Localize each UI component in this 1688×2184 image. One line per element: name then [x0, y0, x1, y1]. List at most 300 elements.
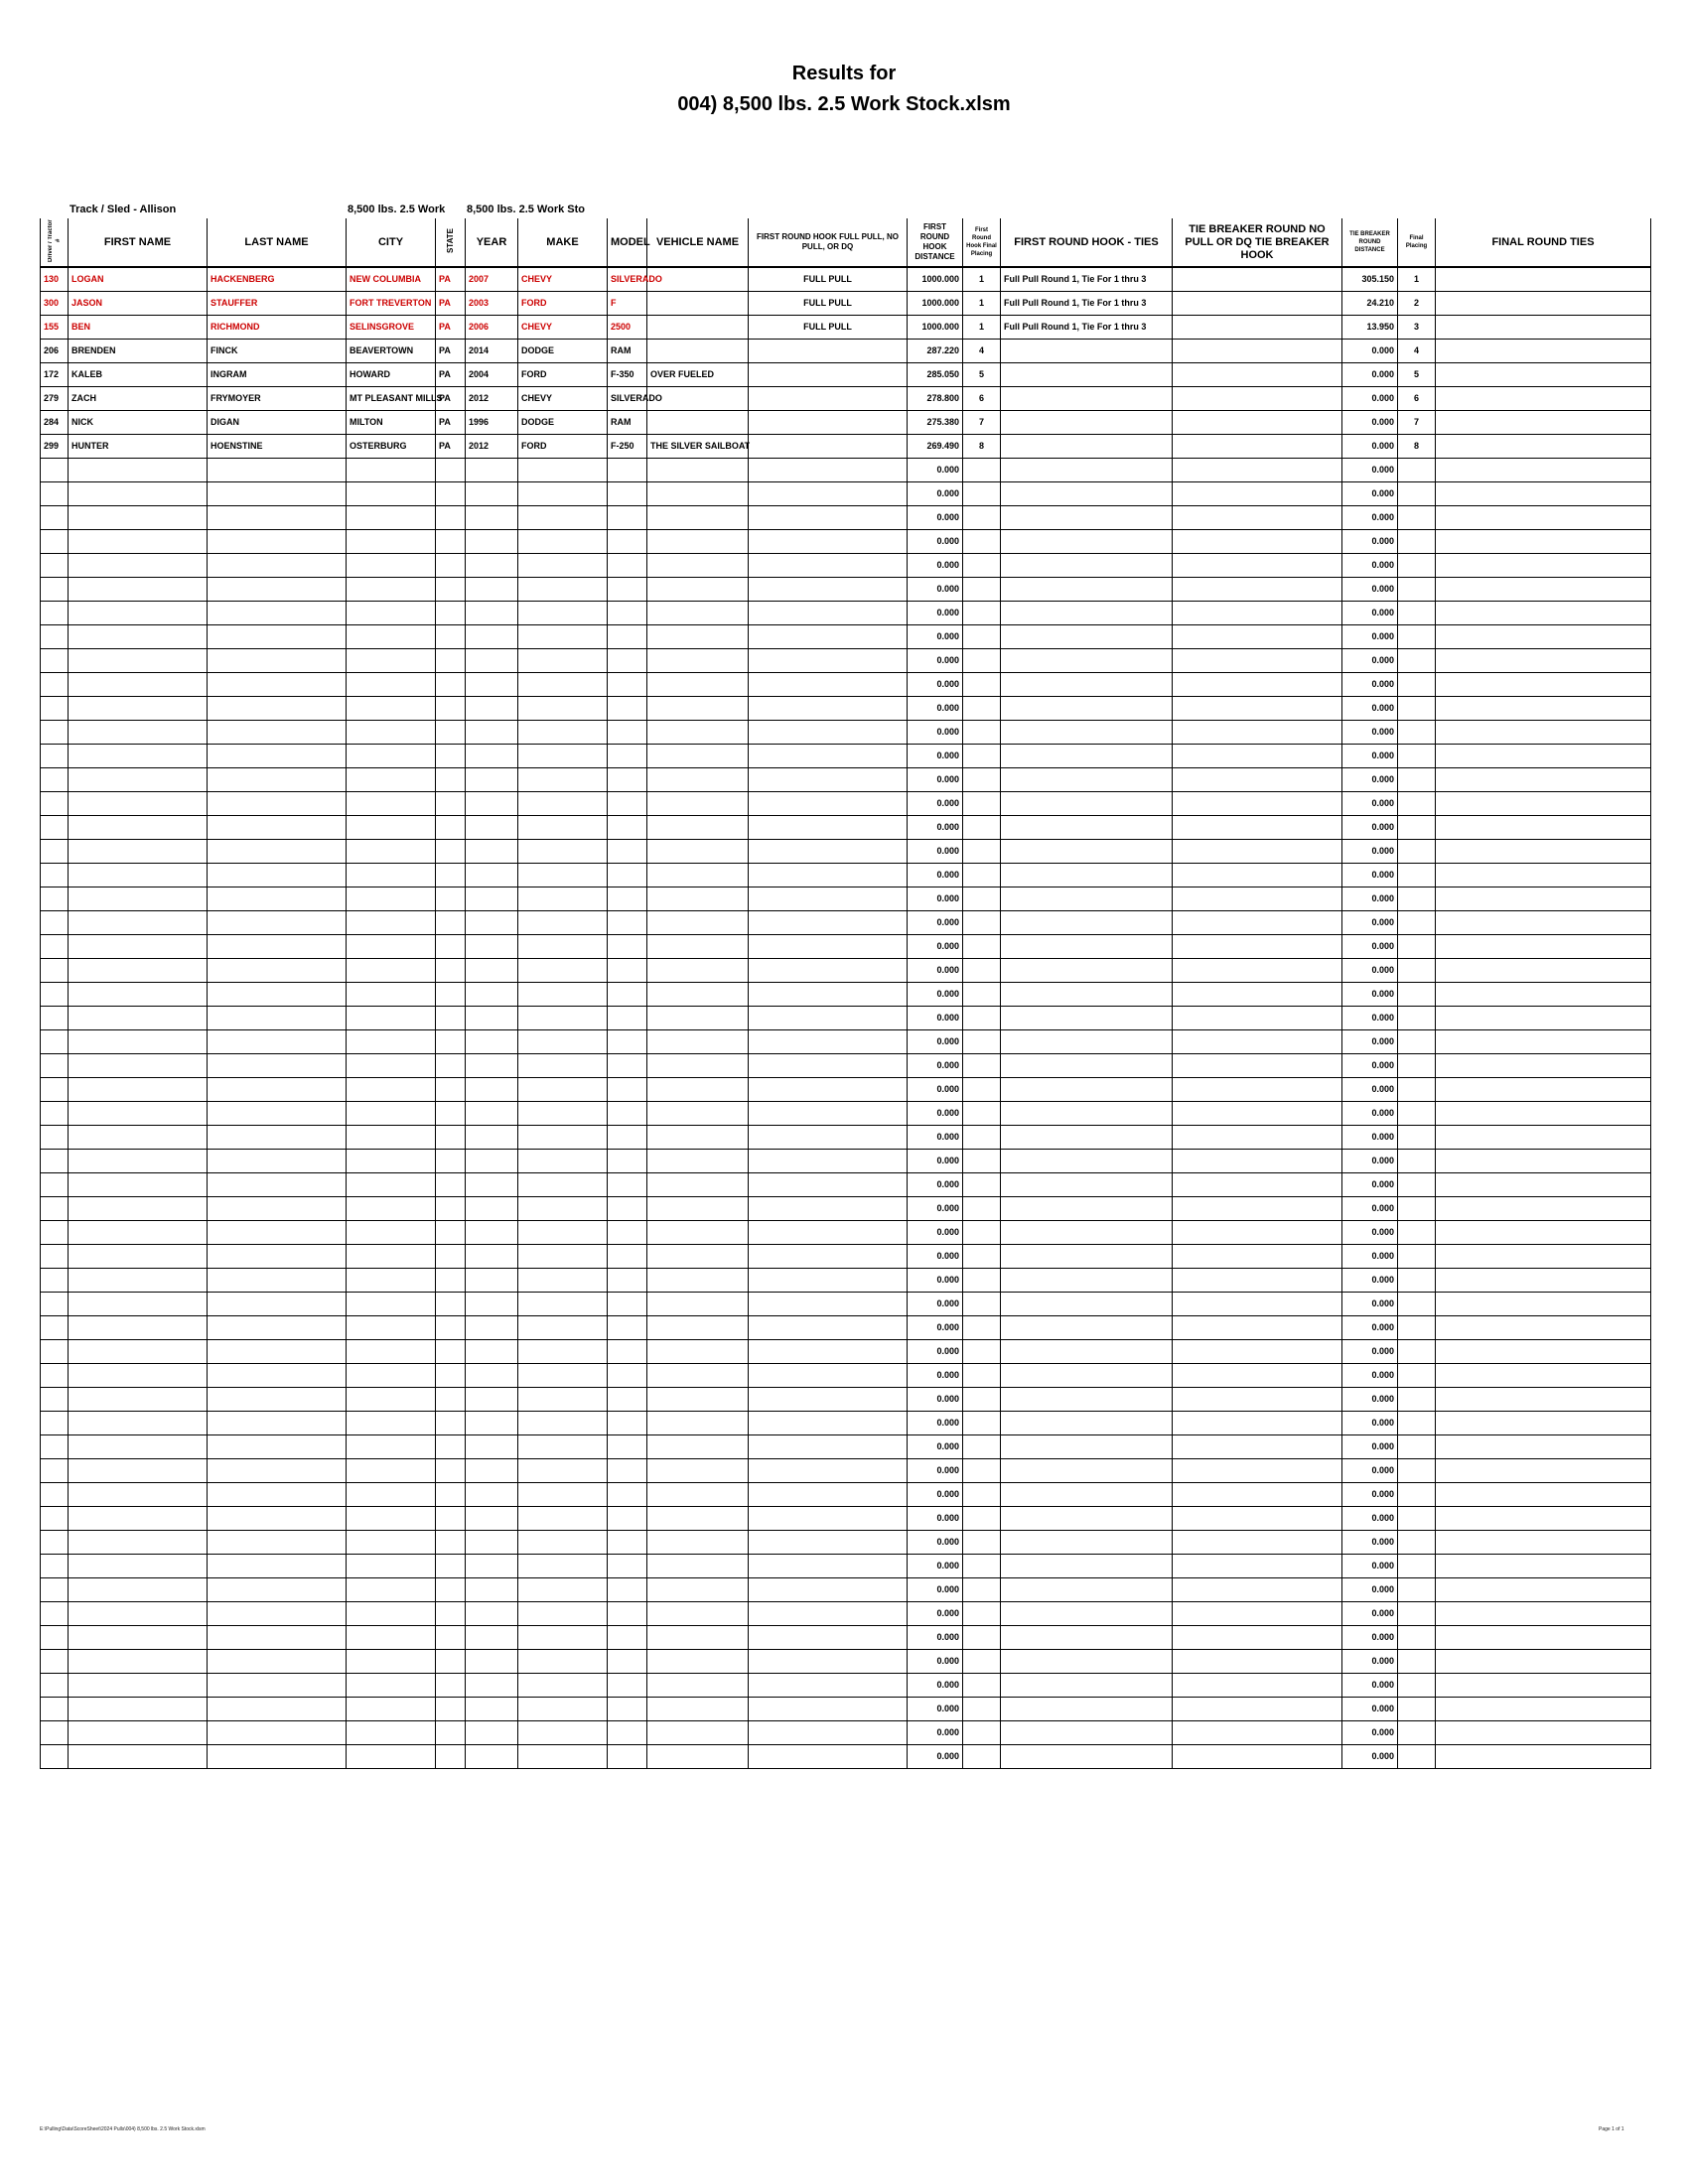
cell-tie-breaker-distance: 0.000 [1342, 1172, 1398, 1196]
cell-tie-breaker-round [1173, 1244, 1342, 1268]
cell-final-placing: 3 [1398, 315, 1436, 339]
cell-first-round-placing: 6 [963, 386, 1001, 410]
cell-state [436, 1029, 466, 1053]
cell-first-round-hook: FULL PULL [749, 315, 908, 339]
cell-year [466, 1530, 518, 1554]
cell-year [466, 887, 518, 910]
cell-driver-number [41, 696, 69, 720]
cell-make [518, 1125, 608, 1149]
cell-make [518, 1673, 608, 1697]
cell-first-name [69, 1077, 208, 1101]
cell-final-placing [1398, 1720, 1436, 1744]
cell-tie-breaker-distance: 0.000 [1342, 1244, 1398, 1268]
cell-first-round-placing [963, 1029, 1001, 1053]
cell-first-round-distance: 0.000 [908, 505, 963, 529]
cell-first-name [69, 1172, 208, 1196]
cell-first-round-hook [749, 1149, 908, 1172]
cell-state [436, 1744, 466, 1768]
cell-state [436, 767, 466, 791]
cell-year: 2012 [466, 386, 518, 410]
cell-final-round-ties [1436, 529, 1651, 553]
col-model: MODEL [608, 218, 647, 267]
cell-first-name [69, 815, 208, 839]
cell-state [436, 1244, 466, 1268]
cell-last-name [208, 1506, 347, 1530]
cell-tie-breaker-round [1173, 863, 1342, 887]
cell-final-placing [1398, 624, 1436, 648]
cell-final-round-ties [1436, 410, 1651, 434]
cell-model [608, 1292, 647, 1315]
cell-last-name [208, 505, 347, 529]
table-row [41, 386, 1651, 410]
cell-make [518, 1315, 608, 1339]
cell-first-round-hook [749, 1434, 908, 1458]
cell-driver-number [41, 1530, 69, 1554]
cell-tie-breaker-round [1173, 291, 1342, 315]
cell-final-placing [1398, 863, 1436, 887]
cell-city [347, 1363, 436, 1387]
cell-first-name [69, 505, 208, 529]
cell-first-round-ties [1001, 1697, 1173, 1720]
cell-final-placing: 2 [1398, 291, 1436, 315]
table-row-empty [41, 1172, 1651, 1196]
cell-make [518, 1554, 608, 1577]
cell-first-round-distance: 0.000 [908, 744, 963, 767]
cell-first-round-hook [749, 577, 908, 601]
cell-first-round-placing [963, 648, 1001, 672]
cell-first-round-ties [1001, 839, 1173, 863]
cell-make: DODGE [518, 339, 608, 362]
cell-driver-number [41, 1411, 69, 1434]
cell-driver-number [41, 1053, 69, 1077]
table-row-empty [41, 696, 1651, 720]
cell-last-name [208, 1530, 347, 1554]
cell-first-round-ties [1001, 744, 1173, 767]
cell-tie-breaker-round [1173, 553, 1342, 577]
cell-first-round-hook [749, 434, 908, 458]
cell-make [518, 458, 608, 481]
cell-tie-breaker-distance: 0.000 [1342, 1649, 1398, 1673]
cell-city [347, 577, 436, 601]
cell-year [466, 1577, 518, 1601]
cell-first-round-ties [1001, 1220, 1173, 1244]
cell-first-name [69, 529, 208, 553]
cell-tie-breaker-distance: 0.000 [1342, 982, 1398, 1006]
cell-year [466, 1434, 518, 1458]
cell-tie-breaker-distance: 0.000 [1342, 1077, 1398, 1101]
cell-final-placing [1398, 1196, 1436, 1220]
cell-year [466, 1720, 518, 1744]
cell-year [466, 815, 518, 839]
cell-first-name [69, 1601, 208, 1625]
cell-state: PA [436, 362, 466, 386]
cell-first-round-ties [1001, 386, 1173, 410]
cell-final-round-ties [1436, 767, 1651, 791]
cell-city [347, 1577, 436, 1601]
cell-first-round-placing [963, 1077, 1001, 1101]
cell-first-round-ties [1001, 577, 1173, 601]
cell-last-name [208, 624, 347, 648]
cell-make [518, 1697, 608, 1720]
cell-driver-number [41, 1363, 69, 1387]
cell-city [347, 1006, 436, 1029]
cell-first-round-hook [749, 839, 908, 863]
cell-vehicle-name [647, 767, 749, 791]
cell-final-placing [1398, 815, 1436, 839]
cell-first-name: LOGAN [69, 267, 208, 291]
cell-city: SELINSGROVE [347, 315, 436, 339]
cell-driver-number [41, 791, 69, 815]
cell-tie-breaker-round [1173, 1387, 1342, 1411]
cell-state [436, 601, 466, 624]
cell-make [518, 1530, 608, 1554]
cell-tie-breaker-round [1173, 1363, 1342, 1387]
cell-first-round-hook [749, 1530, 908, 1554]
cell-city [347, 1387, 436, 1411]
cell-first-round-distance: 0.000 [908, 696, 963, 720]
cell-tie-breaker-distance: 0.000 [1342, 1625, 1398, 1649]
cell-tie-breaker-distance: 0.000 [1342, 1292, 1398, 1315]
cell-first-round-hook [749, 744, 908, 767]
cell-model [608, 1601, 647, 1625]
cell-first-name: NICK [69, 410, 208, 434]
cell-first-round-distance: 0.000 [908, 624, 963, 648]
cell-vehicle-name [647, 1673, 749, 1697]
table-row-empty [41, 1720, 1651, 1744]
cell-model: SILVERADO [608, 386, 647, 410]
cell-first-round-placing [963, 1482, 1001, 1506]
cell-first-round-placing [963, 1530, 1001, 1554]
cell-first-round-hook [749, 910, 908, 934]
cell-tie-breaker-distance: 0.000 [1342, 934, 1398, 958]
cell-first-round-placing [963, 1363, 1001, 1387]
cell-final-placing [1398, 1101, 1436, 1125]
table-row-empty [41, 720, 1651, 744]
cell-city [347, 1149, 436, 1172]
cell-first-round-placing [963, 1315, 1001, 1339]
cell-state [436, 982, 466, 1006]
cell-make [518, 553, 608, 577]
cell-first-round-placing [963, 815, 1001, 839]
cell-tie-breaker-round [1173, 791, 1342, 815]
cell-final-round-ties [1436, 744, 1651, 767]
cell-final-placing: 8 [1398, 434, 1436, 458]
cell-model [608, 1101, 647, 1125]
cell-state [436, 815, 466, 839]
cell-city [347, 1482, 436, 1506]
cell-model: RAM [608, 410, 647, 434]
cell-first-round-hook [749, 1482, 908, 1506]
cell-final-round-ties [1436, 910, 1651, 934]
cell-state [436, 1554, 466, 1577]
cell-state [436, 1053, 466, 1077]
cell-year [466, 672, 518, 696]
cell-city [347, 529, 436, 553]
cell-final-round-ties [1436, 553, 1651, 577]
cell-first-round-ties [1001, 1196, 1173, 1220]
table-row-empty [41, 577, 1651, 601]
cell-make [518, 958, 608, 982]
cell-year [466, 1744, 518, 1768]
cell-city [347, 601, 436, 624]
cell-make [518, 1149, 608, 1172]
cell-state [436, 1387, 466, 1411]
cell-year [466, 1268, 518, 1292]
cell-tie-breaker-round [1173, 767, 1342, 791]
cell-first-round-placing: 5 [963, 362, 1001, 386]
cell-first-name: ZACH [69, 386, 208, 410]
cell-make [518, 624, 608, 648]
cell-city [347, 1101, 436, 1125]
cell-tie-breaker-distance: 0.000 [1342, 1196, 1398, 1220]
cell-make [518, 1577, 608, 1601]
cell-model [608, 1244, 647, 1268]
cell-first-name [69, 863, 208, 887]
cell-vehicle-name [647, 791, 749, 815]
cell-state [436, 744, 466, 767]
cell-driver-number [41, 839, 69, 863]
cell-driver-number [41, 1458, 69, 1482]
cell-first-round-distance: 0.000 [908, 577, 963, 601]
cell-model: SILVERADO [608, 267, 647, 291]
table-row-empty [41, 1196, 1651, 1220]
cell-first-name [69, 1673, 208, 1697]
cell-final-round-ties [1436, 1744, 1651, 1768]
cell-vehicle-name [647, 1315, 749, 1339]
cell-tie-breaker-round [1173, 887, 1342, 910]
cell-year [466, 839, 518, 863]
cell-make: CHEVY [518, 386, 608, 410]
cell-tie-breaker-distance: 0.000 [1342, 767, 1398, 791]
cell-first-round-placing [963, 1577, 1001, 1601]
cell-model [608, 458, 647, 481]
cell-state [436, 1697, 466, 1720]
cell-tie-breaker-distance: 0.000 [1342, 601, 1398, 624]
cell-first-name [69, 696, 208, 720]
cell-first-name [69, 1577, 208, 1601]
cell-tie-breaker-distance: 0.000 [1342, 1697, 1398, 1720]
cell-driver-number [41, 887, 69, 910]
cell-tie-breaker-round [1173, 934, 1342, 958]
cell-tie-breaker-distance: 0.000 [1342, 1149, 1398, 1172]
cell-final-round-ties [1436, 1053, 1651, 1077]
cell-city [347, 791, 436, 815]
cell-final-round-ties [1436, 601, 1651, 624]
cell-last-name [208, 958, 347, 982]
cell-driver-number [41, 1244, 69, 1268]
cell-first-round-ties [1001, 958, 1173, 982]
cell-last-name [208, 1482, 347, 1506]
cell-first-round-distance: 0.000 [908, 863, 963, 887]
table-row-empty [41, 1673, 1651, 1697]
table-row-empty [41, 910, 1651, 934]
cell-tie-breaker-round [1173, 1292, 1342, 1315]
cell-first-round-distance: 0.000 [908, 1339, 963, 1363]
cell-driver-number [41, 1506, 69, 1530]
cell-first-round-ties [1001, 362, 1173, 386]
cell-model [608, 958, 647, 982]
cell-driver-number: 155 [41, 315, 69, 339]
cell-tie-breaker-distance: 0.000 [1342, 958, 1398, 982]
cell-tie-breaker-round [1173, 1125, 1342, 1149]
cell-final-round-ties [1436, 1530, 1651, 1554]
table-row-empty [41, 1530, 1651, 1554]
cell-first-round-hook [749, 1673, 908, 1697]
cell-tie-breaker-distance: 0.000 [1342, 863, 1398, 887]
cell-tie-breaker-round [1173, 1315, 1342, 1339]
cell-state [436, 791, 466, 815]
cell-driver-number [41, 1315, 69, 1339]
cell-first-round-ties [1001, 1125, 1173, 1149]
cell-first-round-placing [963, 1554, 1001, 1577]
table-row-empty [41, 1053, 1651, 1077]
cell-driver-number [41, 767, 69, 791]
cell-first-name [69, 601, 208, 624]
cell-last-name: STAUFFER [208, 291, 347, 315]
cell-make [518, 672, 608, 696]
cell-first-round-distance: 0.000 [908, 1458, 963, 1482]
cell-city [347, 672, 436, 696]
cell-final-placing [1398, 1172, 1436, 1196]
cell-first-round-ties [1001, 339, 1173, 362]
cell-first-round-placing [963, 1125, 1001, 1149]
cell-make: FORD [518, 434, 608, 458]
cell-first-round-hook [749, 1506, 908, 1530]
cell-first-name [69, 458, 208, 481]
table-row-empty [41, 529, 1651, 553]
cell-tie-breaker-distance: 0.000 [1342, 362, 1398, 386]
cell-first-round-distance: 0.000 [908, 1268, 963, 1292]
cell-last-name [208, 720, 347, 744]
cell-tie-breaker-round [1173, 458, 1342, 481]
header-row [41, 218, 1651, 267]
cell-tie-breaker-distance: 0.000 [1342, 339, 1398, 362]
table-row [41, 339, 1651, 362]
cell-driver-number [41, 934, 69, 958]
cell-first-round-distance: 0.000 [908, 1006, 963, 1029]
cell-tie-breaker-round [1173, 315, 1342, 339]
cell-city [347, 815, 436, 839]
cell-driver-number [41, 648, 69, 672]
cell-make [518, 1220, 608, 1244]
cell-vehicle-name [647, 1006, 749, 1029]
table-row-empty [41, 1363, 1651, 1387]
cell-final-placing [1398, 1458, 1436, 1482]
table-row-empty [41, 458, 1651, 481]
cell-vehicle-name [647, 1077, 749, 1101]
cell-first-round-placing [963, 553, 1001, 577]
cell-model [608, 1006, 647, 1029]
table-row-empty [41, 934, 1651, 958]
table-row-empty [41, 863, 1651, 887]
table-row [41, 434, 1651, 458]
cell-year: 1996 [466, 410, 518, 434]
cell-year [466, 767, 518, 791]
cell-make [518, 481, 608, 505]
cell-model [608, 648, 647, 672]
cell-first-round-hook [749, 1172, 908, 1196]
cell-first-round-placing [963, 744, 1001, 767]
cell-make [518, 1363, 608, 1387]
cell-city [347, 1434, 436, 1458]
cell-last-name: FINCK [208, 339, 347, 362]
cell-driver-number [41, 1101, 69, 1125]
cell-first-round-ties [1001, 1673, 1173, 1697]
cell-city [347, 1053, 436, 1077]
cell-model [608, 934, 647, 958]
cell-state [436, 505, 466, 529]
cell-make [518, 1268, 608, 1292]
table-row-empty [41, 1339, 1651, 1363]
cell-first-round-placing [963, 481, 1001, 505]
cell-vehicle-name [647, 744, 749, 767]
cell-city: OSTERBURG [347, 434, 436, 458]
cell-first-round-placing [963, 863, 1001, 887]
cell-final-placing [1398, 458, 1436, 481]
cell-year [466, 863, 518, 887]
cell-tie-breaker-round [1173, 1411, 1342, 1434]
cell-state [436, 1506, 466, 1530]
cell-first-name [69, 1720, 208, 1744]
cell-first-round-hook [749, 1720, 908, 1744]
cell-first-round-hook [749, 672, 908, 696]
cell-tie-breaker-distance: 0.000 [1342, 720, 1398, 744]
cell-first-round-distance: 0.000 [908, 1697, 963, 1720]
cell-first-round-hook [749, 887, 908, 910]
cell-tie-breaker-round [1173, 1554, 1342, 1577]
cell-driver-number [41, 1029, 69, 1053]
cell-city: NEW COLUMBIA [347, 267, 436, 291]
cell-final-round-ties [1436, 1411, 1651, 1434]
cell-last-name [208, 910, 347, 934]
cell-tie-breaker-round [1173, 1697, 1342, 1720]
cell-first-round-ties: Full Pull Round 1, Tie For 1 thru 3 [1001, 267, 1173, 291]
cell-vehicle-name [647, 1172, 749, 1196]
cell-state [436, 839, 466, 863]
col-first-round-ties: FIRST ROUND HOOK - TIES [1001, 218, 1173, 267]
table-row-empty [41, 1315, 1651, 1339]
cell-tie-breaker-distance: 0.000 [1342, 815, 1398, 839]
cell-driver-number [41, 1649, 69, 1673]
cell-tie-breaker-distance: 0.000 [1342, 1387, 1398, 1411]
cell-year [466, 1458, 518, 1482]
cell-vehicle-name [647, 815, 749, 839]
cell-city [347, 1554, 436, 1577]
cell-state [436, 1315, 466, 1339]
cell-city [347, 1196, 436, 1220]
cell-first-round-ties [1001, 696, 1173, 720]
cell-final-round-ties [1436, 1172, 1651, 1196]
cell-vehicle-name [647, 1697, 749, 1720]
cell-tie-breaker-distance: 0.000 [1342, 1125, 1398, 1149]
cell-tie-breaker-round [1173, 720, 1342, 744]
cell-model [608, 1482, 647, 1506]
cell-year [466, 505, 518, 529]
cell-make [518, 1077, 608, 1101]
cell-final-round-ties [1436, 1006, 1651, 1029]
cell-make [518, 767, 608, 791]
cell-final-round-ties [1436, 315, 1651, 339]
cell-final-round-ties [1436, 1149, 1651, 1172]
cell-make: FORD [518, 362, 608, 386]
cell-driver-number [41, 1601, 69, 1625]
cell-model [608, 1172, 647, 1196]
cell-state [436, 1720, 466, 1744]
table-row-empty [41, 839, 1651, 863]
cell-first-round-placing [963, 1411, 1001, 1434]
cell-first-name [69, 1339, 208, 1363]
cell-first-round-distance: 0.000 [908, 934, 963, 958]
